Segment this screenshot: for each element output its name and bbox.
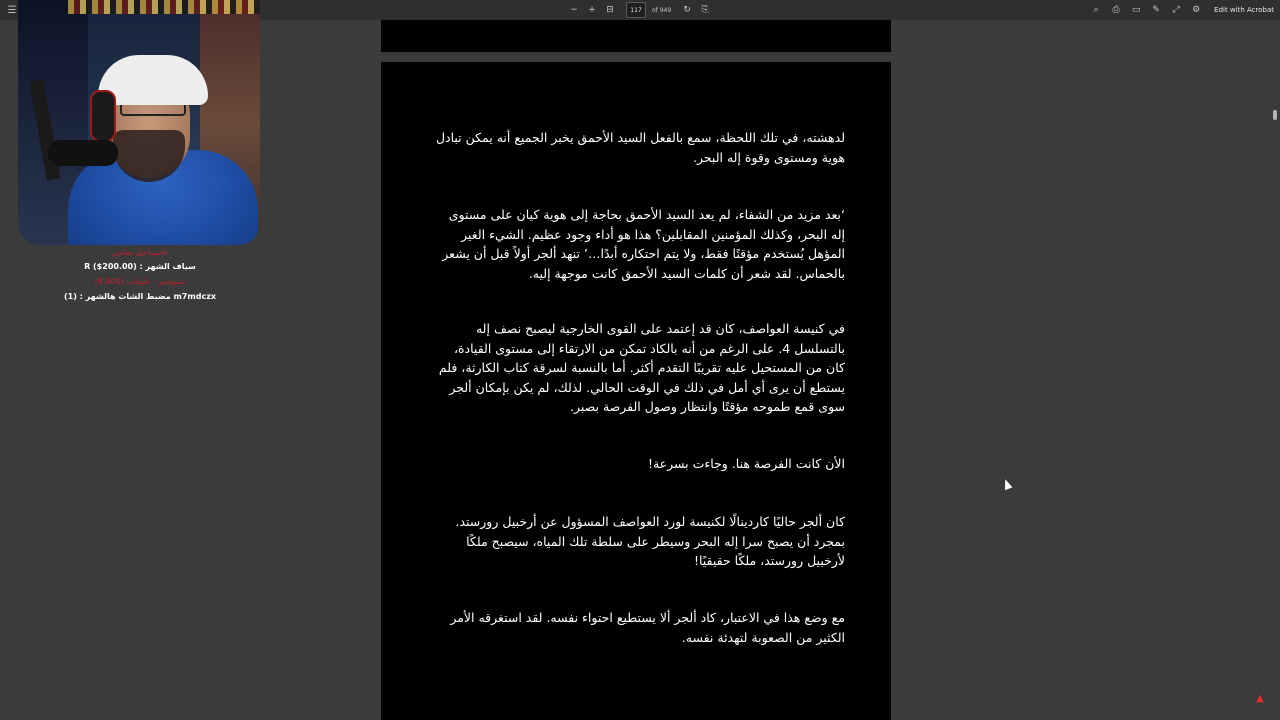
zoom-in-icon[interactable]: + xyxy=(588,5,596,15)
vertical-scrollbar-thumb[interactable] xyxy=(1273,110,1277,120)
overlay-line-3: (8.00$) سبونسر : خليفات xyxy=(94,277,186,286)
search-icon[interactable]: ⌕ xyxy=(1093,5,1099,15)
page-total-label: of 949 xyxy=(652,6,672,14)
microphone xyxy=(48,140,118,166)
pdf-page-previous xyxy=(381,20,891,52)
settings-icon[interactable]: ⚙ xyxy=(1192,5,1201,15)
paragraph-4: الأن كانت الفرصة هنا. وجاءت بسرعة! xyxy=(647,456,845,471)
rotate-icon[interactable]: ↻ xyxy=(683,5,691,15)
page-view-icon[interactable]: ⎘ xyxy=(701,5,709,15)
overlay-line-2: R ($200.00) : سياف الشهر xyxy=(84,262,196,271)
paragraph-5: كان ألجر حاليًا كاردينالًا لكنيسة لورد العواصف المسؤول عن أرخبيل رورستد. بمجرد أن يصبح سرا إله البحر وسيطر على سلطة تلك المياه، سيصبح ملكًا لأرخبيل رورستد، ملكًا حقيقيًا! xyxy=(455,514,845,568)
webcam-banner-decor xyxy=(68,0,260,14)
paragraph-2: ‘بعد مزيد من الشفاء، لم يعد السيد الأحمق بحاجة إلى هوية كيان على مستوى إله البحر، وكذلك المؤمنين المقابلين؟ هذا هو أداء وجود عظيم. الشيء الغير المؤهل يُستخدم مؤقتًا فقط، ولا يتم احتكاره أبدًا…’ تنهد ألجر أولاً قبل أن يشعر بالحماس. لقد شعر أن كلمات السيد الأحمق كانت موجهة إليه. xyxy=(442,207,845,281)
zoom-out-icon[interactable]: − xyxy=(570,5,578,15)
paragraph-6: مع وضع هذا في الاعتبار، كاد ألجر ألا يستطيع احتواء نفسه. لقد استغرقه الأمر الكثير من الصعوبة لتهدئة نفسه. xyxy=(450,610,845,645)
download-icon[interactable]: ▭ xyxy=(1131,5,1141,15)
expand-icon[interactable]: ⤢ xyxy=(1172,5,1180,15)
toolbar-actions xyxy=(1088,2,1274,18)
acrobat-icon[interactable]: ▲ xyxy=(1256,692,1264,704)
fit-page-icon[interactable]: ⊟ xyxy=(606,5,614,15)
edit-with-acrobat-button[interactable]: Edit with Acrobat xyxy=(1214,6,1274,14)
paragraph-1: لدهشته، في تلك اللحظة، سمع بالفعل السيد الأحمق يخبر الجميع أنه يمكن تبادل هوية ومستوى وقوة إله البحر. xyxy=(435,130,845,165)
draw-icon[interactable]: ✎ xyxy=(1152,5,1160,15)
paragraph-3: في كنيسة العواصف، كان قد إعتمد على القوى الخارجية ليصبح نصف إله بالتسلسل 4. على الرغم من أنه بالكاد تمكن من الارتقاء إلى مستوى القيادة، كان من المستحيل عليه تقريبًا التقدم أكثر. أما بالنسبة لسرقة كتاب الكارثة، فلم يستطع أن يرى أي أمل في ذلك في الوقت الحالي. لذلك، لم يكن بإمكان ألجر سوى قمع طموحه مؤقتًا وانتظار وصول الفرصة بصبر. xyxy=(438,321,845,414)
headphone xyxy=(90,90,116,142)
page-controls xyxy=(566,2,713,18)
menu-icon[interactable]: ☰ xyxy=(7,4,17,16)
page-number-input[interactable] xyxy=(626,2,646,18)
overlay-line-1: ءاسماعيل ضاحي xyxy=(111,248,169,257)
overlay-line-4: مضبط الشات هالشهر : (1) m7mdczx xyxy=(63,292,217,301)
webcam-overlay xyxy=(18,0,260,245)
print-icon[interactable]: ⎙ xyxy=(1112,5,1120,15)
mouse-cursor-icon xyxy=(1002,478,1013,490)
